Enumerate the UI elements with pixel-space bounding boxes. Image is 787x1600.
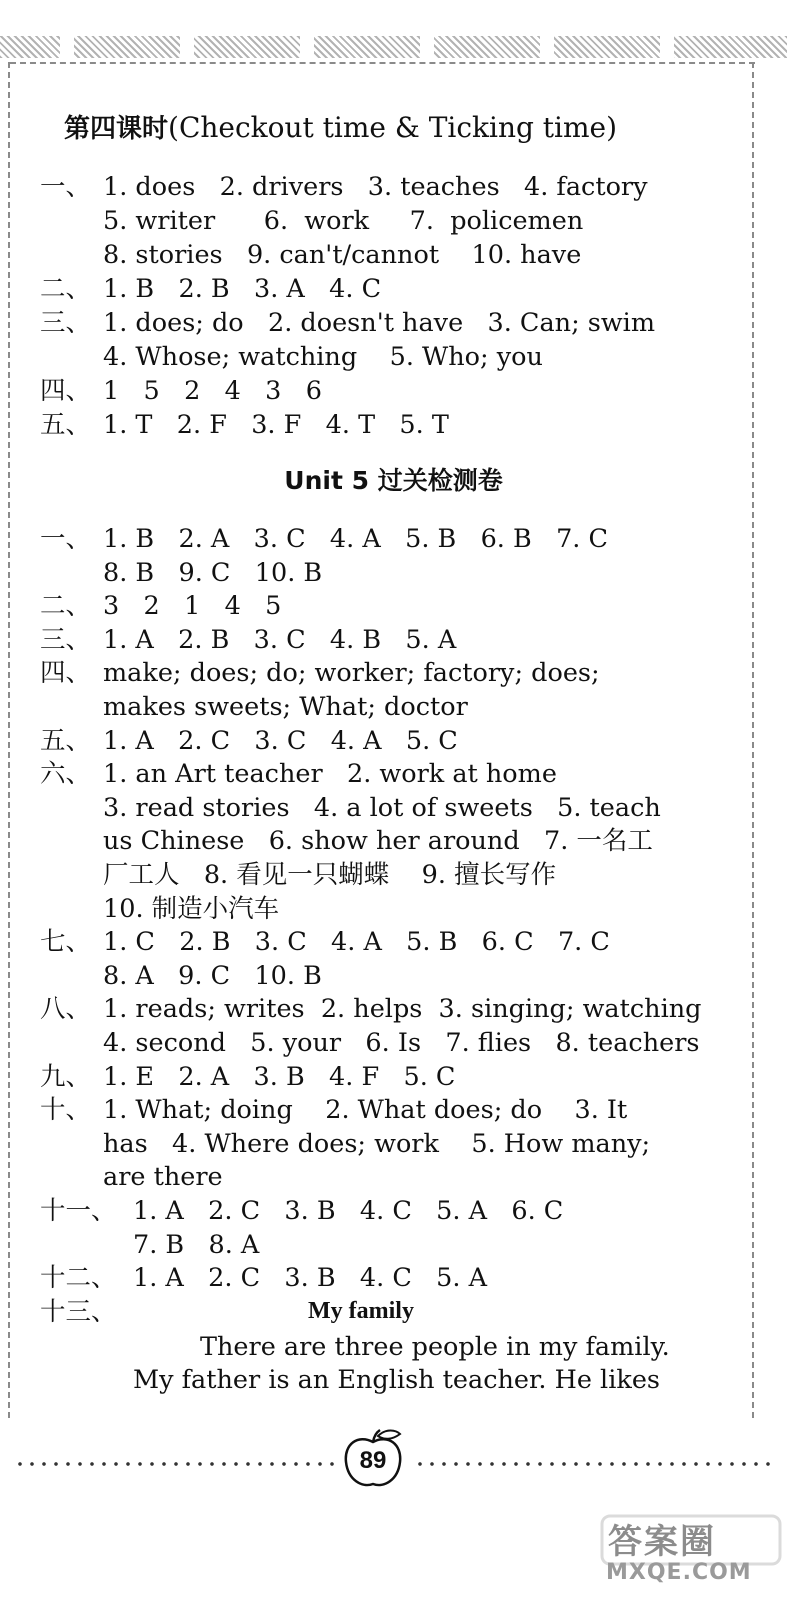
answer-line: 1. C 2. B 3. C 4. A 5. B 6. C 7. C: [103, 927, 610, 958]
lesson-title-en: (Checkout time & Ticking time): [168, 111, 618, 144]
answer-line: 1 5 2 4 3 6: [103, 376, 322, 406]
question-number: 三、: [40, 308, 92, 338]
question-number: 一、: [40, 172, 92, 202]
lesson-title: [64, 110, 617, 147]
header-hatch-gap: [660, 36, 674, 58]
question-number: 四、: [40, 658, 92, 689]
question-number: 十三、: [40, 1296, 117, 1327]
answer-line: 1. B 2. B 3. A 4. C: [103, 274, 382, 304]
left-dashed-border: [8, 62, 10, 1418]
unit5-heading: Unit 5 过关检测卷: [284, 466, 503, 495]
question-number: 十、: [40, 1095, 92, 1126]
header-dashed-rule: [10, 62, 755, 64]
answer-line: 8. stories 9. can't/cannot 10. have: [103, 240, 582, 270]
answer-line: 5. writer 6. work 7. policemen: [103, 206, 584, 236]
question-number: 十二、: [40, 1263, 117, 1294]
answer-line: 1. an Art teacher 2. work at home: [103, 759, 557, 790]
answer-line: 3. read stories 4. a lot of sweets 5. teach: [103, 792, 661, 823]
answer-line: 1. B 2. A 3. C 4. A 5. B 6. B 7. C: [103, 524, 609, 554]
essay-line: There are three people in my family.: [200, 1332, 670, 1362]
answer-line: 1. E 2. A 3. B 4. F 5. C: [103, 1061, 456, 1092]
answer-line: 1. T 2. F 3. F 4. T 5. T: [103, 410, 449, 440]
question-number: 二、: [40, 274, 92, 304]
answer-line: 1. A 2. C 3. B 4. C 5. A 6. C: [133, 1196, 564, 1226]
watermark-url: MXQE.COM: [606, 1560, 752, 1585]
answer-line: 7. B 8. A: [133, 1229, 260, 1260]
answer-line: has 4. Where does; work 5. How many;: [103, 1128, 651, 1159]
answer-line: 4. Whose; watching 5. Who; you: [103, 342, 543, 372]
answer-line: 4. second 5. your 6. Is 7. flies 8. teachers: [103, 1028, 700, 1058]
header-hatch-gap: [540, 36, 554, 58]
lesson-title-cn: 第四课时: [64, 114, 169, 144]
answer-line: 1. A 2. C 3. C 4. A 5. C: [103, 725, 458, 756]
header-hatch-gap: [420, 36, 434, 58]
question-number: 十一、: [40, 1196, 117, 1226]
question-number: 六、: [40, 759, 92, 790]
question-number: 三、: [40, 624, 92, 655]
question-number: 五、: [40, 725, 92, 756]
page-number: 89: [359, 1447, 387, 1474]
header-hatch-gap: [180, 36, 194, 58]
answer-line: 1. does; do 2. doesn't have 3. Can; swim: [103, 308, 656, 338]
watermark-title: 答案圈: [608, 1522, 716, 1562]
header-hatch-gap: [300, 36, 314, 58]
answer-line: 10. 制造小汽车: [103, 893, 280, 924]
answer-line: 1. reads; writes 2. helps 3. singing; watching: [103, 994, 702, 1025]
question-number: 四、: [40, 376, 92, 406]
answer-line: 8. B 9. C 10. B: [103, 557, 323, 588]
answer-line: 厂工人 8. 看见一只蝴蝶 9. 擅长写作: [103, 860, 557, 890]
footer-dotted-rule-left: [14, 1462, 334, 1466]
answer-line: 1. A 2. B 3. C 4. B 5. A: [103, 624, 457, 655]
question-number: 五、: [40, 410, 92, 440]
footer-dotted-rule-right: [414, 1462, 774, 1466]
answer-line: makes sweets; What; doctor: [103, 692, 468, 722]
answer-line: 3 2 1 4 5: [103, 591, 282, 622]
question-number: 八、: [40, 994, 92, 1025]
essay-title: My family: [308, 1298, 414, 1324]
essay-line: My father is an English teacher. He likes: [133, 1365, 660, 1395]
question-number: 九、: [40, 1061, 92, 1092]
question-number: 二、: [40, 591, 92, 622]
header-hatch-gap: [60, 36, 74, 58]
question-number: 一、: [40, 524, 92, 554]
right-dashed-border: [752, 62, 754, 1418]
answer-line: 1. A 2. C 3. B 4. C 5. A: [133, 1263, 488, 1294]
answer-line: 1. What; doing 2. What does; do 3. It: [103, 1095, 628, 1126]
answer-line: are there: [103, 1162, 223, 1193]
answer-line: us Chinese 6. show her around 7. 一名工: [103, 826, 653, 857]
question-number: 七、: [40, 927, 92, 958]
answer-line: make; does; do; worker; factory; does;: [103, 658, 600, 689]
answer-line: 8. A 9. C 10. B: [103, 960, 322, 991]
answer-line: 1. does 2. drivers 3. teaches 4. factory: [103, 172, 648, 202]
